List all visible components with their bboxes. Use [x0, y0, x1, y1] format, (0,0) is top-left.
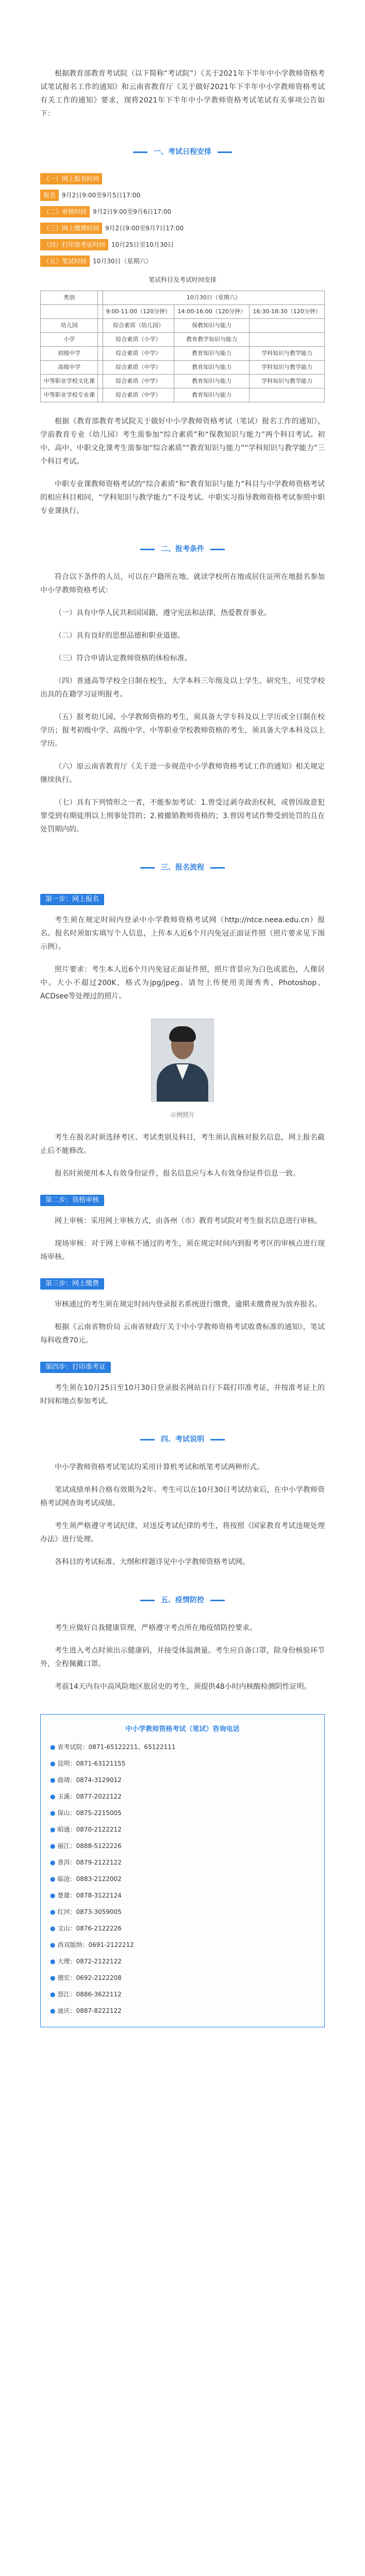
paragraph: 笔试成绩单科合格有效期为2年。考生可以在10月30日考试结束后，在中小学教师资格考试网查询考试成绩。	[40, 1486, 325, 1507]
paragraph: 中小学教师资格考试笔试均采用计算机考试和纸笔考试两种形式。	[55, 1463, 264, 1471]
bullet-icon: ●	[50, 1760, 56, 1767]
table-cell: 学科知识与教学能力	[250, 375, 325, 388]
title-bar-right	[210, 1600, 225, 1601]
bullet-icon: ●	[50, 1743, 56, 1751]
schedule-value: 9月2日9:00至9月6日17:00	[93, 208, 172, 215]
schedule-row	[40, 206, 325, 217]
contact-box	[40, 1714, 325, 2027]
section-title-text: 四、考试说明	[161, 1435, 204, 1444]
contact-item	[50, 1741, 315, 1753]
paragraph: 考前14天内有中高风险地区旅居史的考生，须提供48小时内核酸检测阴性证明。	[55, 1683, 311, 1691]
table-header-cell: 10月30日（星期六）	[103, 291, 324, 305]
paragraph: 考生须在规定时间内登录中小学教师资格考试网（http://ntce.neea.edu.cn）报名。报名时须如实填写个人信息，上传本人近6个月内免冠正面证件照（照片要求见下图示例）。	[40, 916, 325, 951]
contact-item	[50, 2005, 315, 2016]
section-title-text: 一、考试日程安排	[154, 148, 211, 156]
condition-item: （三）符合申请认定教师资格的体检标准。	[55, 654, 192, 663]
table-row	[41, 361, 325, 375]
contact-text: 红河：0873-3059005	[57, 1908, 122, 1916]
schedule-row	[40, 239, 325, 250]
title-bar-right	[210, 549, 225, 550]
table-cell: 高级中学	[41, 361, 98, 375]
schedule-row	[40, 223, 325, 234]
section-title-exam	[40, 1433, 325, 1446]
paragraph: 网上审核：采用网上审核方式，由各州（市）教育考试院对考生报名信息进行审核。	[55, 1217, 322, 1225]
table-cell: 学科知识与教学能力	[250, 361, 325, 375]
contact-text: 楚雄：0878-3122124	[57, 1892, 122, 1899]
contact-text: 德宏：0692-2122208	[57, 1974, 122, 1981]
contact-box-title: 中小学教师资格考试（笔试）咨询电话	[125, 1725, 240, 1733]
contact-item	[50, 1791, 315, 1802]
title-bar-right	[210, 867, 225, 869]
condition-item: （二）具有良好的思想品德和职业道德。	[55, 632, 185, 640]
paragraph: 考生进入考点时须出示健康码，并接受体温测量。考生应自备口罩，除身份核验环节外，全程佩戴口罩。	[40, 1647, 325, 1668]
photo-caption: 示例照片	[170, 1111, 195, 1118]
bullet-icon: ●	[50, 1941, 56, 1948]
table-caption: 笔试科目及考试时间安排	[148, 276, 217, 283]
contact-item	[50, 1758, 315, 1769]
title-bar-left	[140, 867, 155, 869]
title-bar-left	[133, 151, 147, 153]
contact-text: 保山：0875-2215005	[57, 1809, 122, 1817]
paragraph: 现场审核：对于网上审核不通过的考生，须在规定时间内到报考考区的审核点进行现场审核。	[40, 1240, 325, 1261]
schedule-tag: （二）审核时间	[40, 206, 90, 217]
condition-item: （四）普通高等学校全日制在校生，大学本科三年级及以上学生、研究生，可凭学校出具的在籍学习证明报考。	[40, 677, 325, 699]
table-cell: 综合素质（小学）	[103, 333, 174, 347]
table-subheader-cell	[41, 305, 98, 319]
schedule-value: 9月2日9:00至9月7日17:00	[105, 225, 184, 232]
table-cell: 教育知识与能力	[174, 375, 250, 388]
table-row	[41, 319, 325, 333]
contact-text: 昭通：0870-2122212	[57, 1826, 122, 1833]
paragraph: 照片要求：考生本人近6个月内免冠正面证件照，照片背景应为白色或蓝色，人像居中。大小不超过200K，格式为jpg/jpeg。请勿上传使用美图秀秀、Photoshop、ACDsee等处理过的照片。	[40, 965, 325, 1001]
title-bar-right	[218, 151, 232, 153]
table-cell: 综合素质（中学）	[103, 388, 174, 402]
contact-text: 文山：0876-2122226	[57, 1925, 122, 1932]
schedule-tag: （一）网上报名时间	[40, 173, 102, 184]
table-cell	[98, 319, 103, 333]
contact-item	[50, 1956, 315, 1967]
section-title-text: 五、疫情防控	[161, 1596, 204, 1604]
section-title-text: 二、报考条件	[161, 545, 204, 553]
table-subheader-cell: 14:00-16:00（120分钟）	[174, 305, 250, 319]
schedule-tag: （五）笔试时间	[40, 256, 90, 267]
contact-item	[50, 1972, 315, 1984]
table-cell: 保教知识与能力	[174, 319, 250, 333]
bullet-icon: ●	[50, 1826, 56, 1833]
contact-item	[50, 1774, 315, 1786]
bullet-icon: ●	[50, 1925, 56, 1932]
table-subheader-cell: 9:00-11:00（120分钟）	[103, 305, 174, 319]
table-cell: 教育知识与能力	[174, 388, 250, 402]
schedule-list	[40, 173, 325, 267]
title-bar-left	[140, 1600, 155, 1601]
table-row	[41, 333, 325, 347]
paragraph: 考生应做好自我健康管理，严格遵守考点所在地疫情防控要求。	[55, 1624, 257, 1632]
paragraph: 符合以下条件的人员，可以在户籍所在地、就读学校所在地或居住证所在地报名参加中小学教师资格考试：	[40, 573, 325, 595]
paragraph: 考生须在10月25日至10月30日登录报名网站自行下载打印准考证，并按准考证上的时间和地点参加考试。	[40, 1384, 325, 1405]
paragraph: 报名时须使用本人有效身份证件，报名信息应与本人有效身份证件信息一致。	[55, 1170, 300, 1178]
contact-text: 普洱：0879-2122122	[57, 1859, 122, 1866]
title-bar-left	[140, 549, 155, 550]
bullet-icon: ●	[50, 1842, 56, 1850]
contact-text: 临沧：0883-2122002	[57, 1875, 122, 1883]
table-cell: 教育知识与能力	[174, 361, 250, 375]
contact-text: 玉溪：0877-2022122	[57, 1793, 122, 1800]
table-row	[41, 375, 325, 388]
table-cell: 中等职业学校文化课	[41, 375, 98, 388]
table-cell: 小学	[41, 333, 98, 347]
contact-text: 丽江：0888-5122226	[57, 1842, 122, 1850]
table-cell: 教育教学知识与能力	[174, 333, 250, 347]
paragraph: 根据《云南省物价局 云南省财政厅关于中小学教师资格考试收费标准的通知》，笔试每科收费70元。	[40, 1323, 325, 1345]
exam-schedule-table	[40, 291, 325, 402]
bullet-icon: ●	[50, 1793, 56, 1800]
section-title-conditions	[40, 543, 325, 556]
condition-item: （六）原云南省教育厅《关于进一步规范中小学教师资格考试工作的通知》相关规定继续执行。	[40, 762, 325, 784]
section-title-covid	[40, 1594, 325, 1607]
bullet-icon: ●	[50, 1991, 56, 1998]
step-pill: 第三步：网上缴费	[40, 1278, 104, 1290]
table-subheader-cell: 16:30-18:30（120分钟）	[250, 305, 325, 319]
bullet-icon: ●	[50, 1875, 56, 1883]
intro-paragraph: 根据教育部教育考试院（以下简称“考试院”）《关于2021年下半年中小学教师资格考试笔试报名工作的通知》和云南省教育厅《关于做好2021年下半年中小学教师资格考试有关工作的通知》要求，现将2021年下半年中小学教师资格考试笔试有关事项公告如下：	[40, 70, 325, 118]
schedule-row	[40, 190, 325, 201]
table-cell	[98, 388, 103, 402]
schedule-tag: 报名	[40, 190, 59, 201]
contact-item	[50, 1906, 315, 1918]
schedule-row	[40, 256, 325, 267]
table-cell	[98, 347, 103, 361]
condition-item: （五）报考幼儿园、小学教师资格的考生，须具备大学专科及以上学历或全日制在校学历；报考初级中学、高级中学、中等职业学校教师资格的考生，须具备大学本科及以上学历。	[40, 713, 325, 748]
contact-item	[50, 1824, 315, 1835]
paragraph: 考生在报名时须选择考区、考试类别及科目，考生须认真核对报名信息，网上报名截止后不能修改。	[40, 1133, 325, 1155]
paragraph: 根据《教育部教育考试院关于做好中小学教师资格考试（笔试）报名工作的通知》，学前教育专业（幼儿园）考生需参加“综合素质”和“保教知识与能力”两个科目考试。初中、高中、中职文化课考生需参加“综合素质”“教育知识与能力”“学科知识与教学能力”三个科目考试。	[40, 417, 325, 466]
contact-text: 省考试院：0871-65122211、65122111	[57, 1743, 176, 1751]
contact-text: 西双版纳：0691-2122212	[57, 1941, 134, 1948]
schedule-value: 9月2日9:00至9月5日17:00	[62, 192, 141, 199]
table-cell: 学科知识与教学能力	[250, 347, 325, 361]
table-header-row	[41, 291, 325, 305]
bullet-icon: ●	[50, 1908, 56, 1916]
table-cell: 幼儿园	[41, 319, 98, 333]
schedule-tag: （四）打印准考证时间	[40, 239, 108, 250]
contact-text: 昆明：0871-63121155	[57, 1760, 126, 1767]
contact-text: 大理：0872-2122122	[57, 1958, 122, 1965]
contact-item	[50, 1890, 315, 1901]
table-row	[41, 347, 325, 361]
contact-item	[50, 1857, 315, 1868]
contact-text: 曲靖：0874-3129012	[57, 1776, 122, 1784]
table-cell	[250, 388, 325, 402]
step-pill: 第二步：资格审核	[40, 1195, 104, 1206]
schedule-value: 10月25日至10月30日	[111, 241, 174, 248]
contact-item	[50, 1939, 315, 1951]
section-title-text: 三、报名流程	[161, 863, 204, 872]
table-cell: 综合素质（幼儿园）	[103, 319, 174, 333]
contact-item	[50, 1873, 315, 1885]
title-bar-left	[140, 1439, 155, 1440]
bullet-icon: ●	[50, 1974, 56, 1981]
table-cell: 综合素质（中学）	[103, 375, 174, 388]
contact-text: 怒江：0886-3622112	[57, 1991, 122, 1998]
table-subheader-row	[41, 305, 325, 319]
paragraph: 各科目的考试标准、大纲和样题详见中小学教师资格考试网。	[55, 1558, 250, 1566]
table-subheader-cell	[98, 305, 103, 319]
table-cell: 综合素质（中学）	[103, 347, 174, 361]
bullet-icon: ●	[50, 1859, 56, 1866]
sample-id-photo	[151, 1019, 214, 1102]
condition-item: （一）具有中华人民共和国国籍，遵守宪法和法律，热爱教育事业。	[55, 609, 271, 617]
table-cell	[250, 333, 325, 347]
table-header-cell	[98, 291, 103, 305]
photo-hair	[169, 1026, 196, 1042]
table-cell: 教育知识与能力	[174, 347, 250, 361]
bullet-icon: ●	[50, 1809, 56, 1817]
table-cell: 中等职业学校专业课	[41, 388, 98, 402]
contact-item	[50, 1807, 315, 1819]
bullet-icon: ●	[50, 1892, 56, 1899]
table-row	[41, 388, 325, 402]
article-content	[40, 67, 325, 2027]
step-pill: 第四步：打印准考证	[40, 1362, 111, 1373]
paragraph: 审核通过的考生须在规定时间内登录报名系统进行缴费，逾期未缴费视为放弃报名。	[55, 1300, 322, 1309]
section-title-process	[40, 861, 325, 874]
paragraph: 考生须严格遵守考试纪律，对违反考试纪律的考生，将按照《国家教育考试违规处理办法》进行处理。	[40, 1522, 325, 1544]
schedule-value: 10月30日（星期六）	[93, 258, 152, 265]
table-cell	[98, 361, 103, 375]
condition-item: （七）具有下列情形之一者，不能参加考试：1.曾受过剥夺政治权利，或曾因故意犯罪受到有期徒刑以上刑事处罚的；2.被撤销教师资格的；3.曾因考试作弊受到处罚的且在处罚期内的。	[40, 799, 325, 834]
contact-item	[50, 1989, 315, 2000]
schedule-row	[40, 173, 325, 184]
title-bar-right	[210, 1439, 225, 1440]
contact-text: 迪庆：0887-8222122	[57, 2007, 122, 2014]
table-cell	[98, 375, 103, 388]
step-pill: 第一步：网上报名	[40, 894, 104, 905]
bullet-icon: ●	[50, 1776, 56, 1784]
paragraph: 中职专业课教师资格考试的“综合素质”和“教育知识与能力”科目与中学教师资格考试的相应科目相同，“学科知识与教学能力”不设考试。中职实习指导教师资格考试参照中职专业课执行。	[40, 480, 325, 515]
table-cell: 综合素质（中学）	[103, 361, 174, 375]
section-title-schedule	[40, 145, 325, 159]
schedule-tag: （三）网上缴费时间	[40, 223, 102, 234]
contact-item	[50, 1923, 315, 1934]
bullet-icon: ●	[50, 1958, 56, 1965]
table-cell	[98, 333, 103, 347]
table-cell	[250, 319, 325, 333]
table-cell: 初级中学	[41, 347, 98, 361]
bullet-icon: ●	[50, 2007, 56, 2014]
contact-item	[50, 1840, 315, 1852]
table-header-cell: 类别	[41, 291, 98, 305]
